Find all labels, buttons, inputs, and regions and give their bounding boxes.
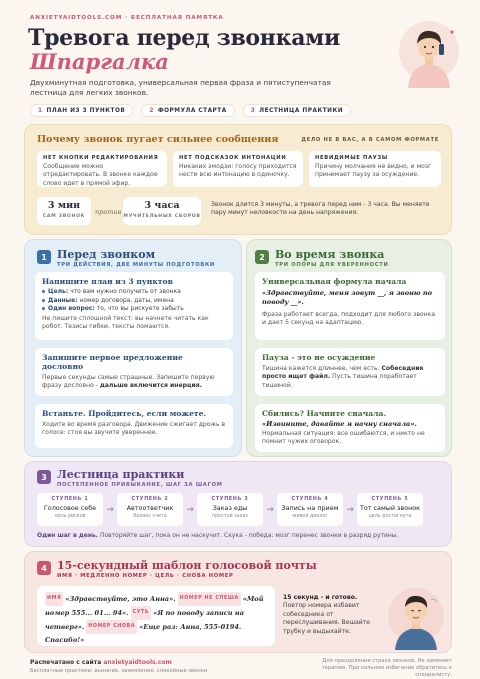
slip-quote: «Извините, давайте я начну сначала». (262, 420, 417, 428)
why-card-text: Причину молчания не видно, и мозг принимает паузу за осуждение. (315, 163, 432, 179)
slip-title: Сбились? Начните сначала. (262, 409, 387, 418)
slip-text: Нормальная ситуация: все ошибаются, и никто не помнит чужих оговорок. (262, 430, 425, 446)
pill-plan[interactable] (30, 104, 133, 117)
formula-note: Фраза работает всегда, подходит для любого звонка и дает 5 секунд на адаптацию. (262, 311, 436, 327)
first-sentence-card (35, 348, 233, 396)
plan-title: Напишите план из 3 пунктов (42, 277, 173, 286)
call-duration-box (37, 197, 91, 225)
tag-name: ИМЯ (45, 592, 63, 606)
stand-up-title: Встаньте. Пройдитесь, если можете. (42, 409, 207, 418)
why-card-edit (37, 151, 167, 187)
page-title: Тревога перед звонками (28, 25, 340, 51)
plan-item: Данные: номер договора, даты, имена (42, 297, 226, 306)
why-card-text: Никаких эмодзи: голосу приходится нести всю интонацию в одиночку. (179, 163, 297, 179)
formula-quote: «Здравствуйте, меня зовут __, я звоню по поводу __». (262, 289, 433, 306)
stand-up-text: Ходите во время разговора. Движение сжигает дрожь в голосе: стоя вы звучите увереннее. (42, 421, 226, 437)
plan-note: Не пишите сплошной текст: вы начнете читать как робот. Тезисы гибки, тексты ломаются. (42, 314, 209, 331)
plan-item: Цель: что вам нужно получить от звонка (42, 288, 226, 297)
script-number: «Мой номер 555... 01... 94». (45, 595, 264, 617)
arrow-right-icon: → (186, 504, 194, 515)
ladder-title: Лестница практики (57, 468, 185, 481)
footer-disclaimer: Для преодоления страха звонков. Не заменяет терапию. При сильном избегании обратитесь к специалисту. (321, 658, 452, 678)
call-duration-caption: САМ ЗВОНОК (42, 214, 86, 219)
plan-item: Один вопрос: то, что вы рискуете забыть (42, 305, 226, 314)
formula-card (255, 272, 445, 340)
tag-goal: СУТЬ (131, 606, 152, 620)
ladder-step: СТУПЕНЬ 1 Голосовое себе ноль рисков (37, 493, 103, 526)
during-title: Во время звонка (275, 248, 385, 261)
section-number: 4 (37, 561, 51, 575)
why-card-pauses (309, 151, 441, 187)
footer-link[interactable]: anxietyaidtools.com (103, 659, 172, 666)
anxiety-duration-box (123, 197, 201, 225)
why-card-text: Сообщение можно отредактировать. В звонке каждое слово идет в прямой эфир. (43, 163, 158, 187)
pill-number: 1 (38, 107, 43, 114)
ladder-step: СТУПЕНЬ 5 Тот самый звонок цель достигнута (357, 493, 423, 526)
arrow-right-icon: → (346, 504, 354, 515)
ladder-kicker: ПОСТЕПЕННОЕ ПРИВЫКАНИЕ, ШАГ ЗА ШАГОМ (57, 482, 223, 488)
tag-number-again: НОМЕР СНОВА (86, 620, 137, 634)
arrow-right-icon: → (106, 504, 114, 515)
stand-up-card (35, 404, 233, 448)
tag-number: НОМЕР НЕ СПЕША (178, 592, 241, 606)
site-label: ANXIETYAIDTOOLS.COM · БЕСПЛАТНАЯ ПАМЯТКА (30, 15, 224, 21)
footer-credit: Распечатано с сайта anxietyaidtools.com (30, 659, 172, 666)
page-subtitle: Шпаргалка (30, 49, 169, 74)
before-call-section (24, 239, 242, 457)
footer-sub: Бесплатные практики: дыхание, заземление, спокойные звонки. (30, 668, 209, 674)
ladder-steps (37, 493, 423, 526)
pill-ladder[interactable] (243, 104, 351, 117)
pill-formula[interactable] (141, 104, 234, 117)
pill-label: ПЛАН ИЗ 3 ПУНКТОВ (46, 107, 126, 114)
pill-label: ФОРМУЛА СТАРТА (157, 107, 227, 114)
section-pills (30, 104, 351, 117)
pause-text: Тишина кажется длиннее, чем есть. Собеседник просто ищет файл. Пусть тишина поработает тишиной. (262, 365, 424, 389)
section-number: 1 (37, 250, 51, 264)
slip-card (255, 404, 445, 452)
voicemail-section (24, 551, 452, 653)
formula-title: Универсальная формула начала (262, 277, 407, 286)
calm-person-illustration (385, 576, 447, 650)
versus-label: против (95, 208, 122, 216)
pause-card (255, 348, 445, 396)
lead-text: Двухминутная подготовка, универсальная первая фраза и пятиступенчатая лестница для легких звонков. (30, 78, 331, 97)
ladder-step: СТУПЕНЬ 4 Запись на прием живой диалог (277, 493, 343, 526)
call-duration-value: 3 мин (47, 200, 81, 211)
pill-number: 3 (250, 107, 256, 114)
voicemail-side-note: 15 секунд - и готово. Повтор номера избавит собеседника от переслушивания. Вешайте трубку и выдыхайте. (283, 594, 371, 635)
why-card-title: НЕТ КНОПКИ РЕДАКТИРОВАНИЯ (43, 155, 159, 161)
why-title: Почему звонок пугает сильнее сообщения (37, 134, 279, 145)
ladder-step: СТУПЕНЬ 2 Автоответчик баланс счета (117, 493, 183, 526)
section-number: 2 (255, 250, 269, 264)
voicemail-title: 15-секундный шаблон голосовой почты (57, 559, 317, 572)
ladder-note: Один шаг в день. Повторяйте шаг, пока он не наскучит. Скука - победа: мозг перенес звонки в разряд рутины. (37, 532, 399, 539)
script-goal: «Я по поводу записи на четверг». (45, 609, 244, 631)
voicemail-script (37, 586, 275, 646)
pause-title: Пауза - это не осуждение (262, 353, 376, 362)
why-aside: ДЕЛО НЕ В ВАС, А В САМОМ ФОРМАТЕ (301, 137, 439, 143)
voicemail-kicker: ИМЯ · МЕДЛЕННО НОМЕР · ЦЕЛЬ · СНОВА НОМЕР (57, 573, 234, 579)
first-sentence-text: Первые секунды самые страшные. Запишите первую фразу дословно - дальше включится инерция. (42, 374, 215, 390)
section-number: 3 (37, 470, 51, 484)
first-sentence-title: Запишите первое предложение дословно (42, 353, 183, 371)
person-on-phone-illustration (398, 14, 460, 88)
plan-card (35, 272, 233, 340)
script-number-again: «Еще раз: Анна, 555-0194. Спасибо!» (45, 623, 242, 644)
before-title: Перед звонком (57, 248, 156, 261)
anxiety-duration-value: 3 часа (144, 200, 180, 211)
pill-label: ЛЕСТНИЦА ПРАКТИКИ (259, 107, 344, 114)
why-note: Звонок длится 3 минуты, а тревога перед ним - 3 часа. Вы меняете пару минут неловкости на день напряжения. (211, 201, 430, 217)
anxiety-duration-caption: МУЧИТЕЛЬНЫХ СБОРОВ (123, 214, 201, 219)
arrow-right-icon: → (266, 504, 274, 515)
script-name: «Здравствуйте, это Анна». (65, 595, 176, 603)
during-call-section (246, 239, 452, 457)
why-card-intonation (173, 151, 303, 187)
why-card-title: НЕВИДИМЫЕ ПАУЗЫ (315, 155, 388, 161)
why-section (24, 124, 452, 235)
ladder-step: СТУПЕНЬ 3 Заказ еды простой заказ (197, 493, 263, 526)
pill-number: 2 (149, 107, 154, 114)
during-kicker: ТРИ ОПОРЫ ДЛЯ УВЕРЕННОСТИ (275, 262, 389, 268)
practice-ladder-section (24, 461, 452, 547)
why-card-title: НЕТ ПОДСКАЗОК ИНТОНАЦИИ (179, 155, 287, 161)
before-kicker: ТРИ ДЕЙСТВИЯ, ДВЕ МИНУТЫ ПОДГОТОВКИ (57, 262, 215, 268)
